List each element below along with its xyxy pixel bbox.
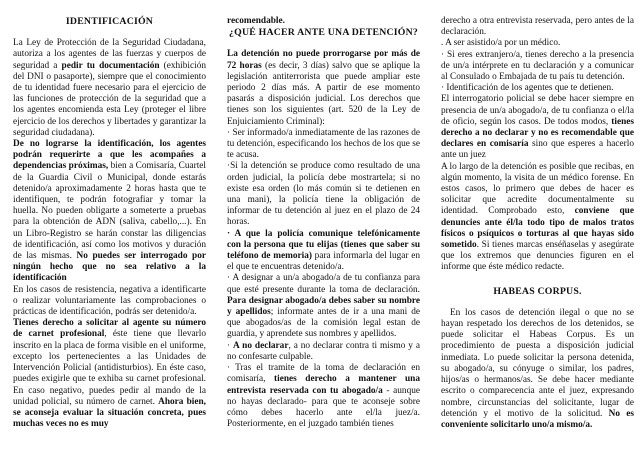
paragraph: · A no declarar, a no declarar contra ti mismo y a no confesarte culpable. bbox=[227, 340, 420, 362]
paragraph: recomendable. bbox=[227, 16, 285, 26]
paragraph: · Identificación de los agentes que te detienen. bbox=[441, 83, 614, 94]
paragraph: La detención no puede prorrogarse por más de 72 horas (es decir, 3 días) salvo que se aplique la legislación antiterrorista que puede ampliar este periodo 2 días más. A partir de ese momento pasarás a disposición judicial. Los derechos que tienes son los siguientes (art. 520 de la Ley de Enjuiciamiento Criminal): bbox=[227, 49, 420, 127]
section-heading: ¿QUÉ HACER ANTE UNA DETENCIÓN? bbox=[229, 27, 418, 39]
paragraph: En los casos de resistencia, negativa a identificarte o realizar voluntariamente las comprobaciones o prácticas de identificación, podrás ser detenido/a. bbox=[13, 284, 206, 318]
paragraph: A lo largo de la detención es posible que recibas, en algún momento, la visita de un médico forense. En estos casos, lo primero que debes de hacer es solicitar que acredite documentalmente su identidad. Comprobado esto, conviene que denuncies ante él/la todo tipo de malos tratos físicos o psíquicos o torturas al que hayas sido sometido. Si tienes marcas enséñaselas y asegúrate que los extremos que denuncies figuren en el informe que éste médico redacte. bbox=[441, 161, 634, 273]
paragraph: De no lograrse la identificación, los agentes podrán requerirte a que les acompañes a dependencias próximas, bien a Comisaría, Cuartel de la Guardia Civil o Municipal, donde estarás detenido/a aproximadamente 2 horas hasta que te identifiquen, te podrán fotografiar y tomar la huella. No pueden obligarte a someterte a pruebas para la obtención de ADN (saliva, cabello,...). En un Libro-Registro se harán constar las diligencias de identificación, así como los motivos y duración de las mismas. No puedes ser interrogado por ningún hecho que no sea relativo a la identificación bbox=[13, 139, 207, 284]
paragraph: · A designar a un/a abogado/a de tu confianza para que esté presente durante la toma de declaración. Para designar abogado/a debes saber su nombre y apellidos; informate antes de ir a una mani de que abogados/as de la comisión legal estan de guardia, y aprendete sus nombres y apellidos. bbox=[227, 273, 420, 340]
paragraph: derecho a otra entrevista reservada, pero antes de la declaración. bbox=[441, 16, 634, 38]
paragraph: · A que la policía comunique telefónicamente con la persona que tu elijas (tienes que saber su teléfono de memoria) para informarla del lugar en el que te encuentras detenido/a. bbox=[227, 228, 420, 273]
paragraph: El interrogatorio policial se debe hacer siempre en presencia de un/a abogado/a, de tu confianza o el/la de oficio, según los casos. De todos modos, tienes derecho a no declarar y no es recomendable que declares en comisaría sino que esperes a hacerlo ante un juez bbox=[441, 94, 634, 161]
column-3 bbox=[441, 16, 634, 438]
column-1 bbox=[13, 16, 206, 438]
paragraph: · Si eres extranjero/a, tienes derecho a la presencia de un/a intérprete en tu declaración y a comunicar al Consulado o Embajada de tu país tu detención. bbox=[441, 49, 634, 83]
paragraph: En los casos de detención ilegal o que no se hayan respetado los derechos de los detenidos, se puede solicitar el Habeas Corpus. Es un procedimiento de puesta a disposición judicial inmediata. Lo puede solicitar la persona detenida, su abogado/a, su cónyuge o similar, los padres, hijos/as o hermanos/as. Se debe hacer mediante escrito o comparecencia ante el juez, expresando nombre, circunstancias del solicitante, lugar de detención y el motivo de la solicitud. No es conveniente solicitarlo uno/a mismo/a. bbox=[441, 307, 634, 430]
paragraph: · Tras el tramite de la toma de declaración en comisaría, tienes derecho a mantener una entrevista reservada con tu abogado/a - aunque no hayas declarado- para que te aconseje sobre cómo debes hacerlo ante el/la juez/a. Posteriormente, en el juzgado también tienes bbox=[227, 363, 421, 430]
paragraph: ·Si la detención se produce como resultado de una orden judicial, la policía debe mostrartela; si no existe esa orden (lo más común si te detienen en una mani), la policía tiene la obligación de informar de tu detención al juez en el plazo de 24 horas. bbox=[227, 161, 420, 228]
section-heading: HABEAS CORPUS. bbox=[493, 285, 582, 297]
column-2 bbox=[227, 16, 420, 438]
paragraph: . A ser asistido/a por un médico. bbox=[441, 38, 561, 49]
paragraph: · Ser informado/a inmediatamente de las razones de tu detención, especificando los hechos de los que se te acusa. bbox=[227, 127, 420, 161]
section-heading: IDENTIFICACIÓN bbox=[65, 16, 154, 27]
paragraph: Tienes derecho a solicitar al agente su número de carnet profesional, éste tiene que llevarlo inscrito en la placa de forma visible en el uniforme, excepto los pertenecientes a las Unidades de Intervención Policial (antidisturbios). En éste caso, puedes exigirle que te exhiba su carnet profesional. En caso negativo, puedes pedir al mando de la unidad policial, su número de carnet. Ahora bien, se aconseja evaluar la situación concreta, pues muchas veces no es muy bbox=[13, 318, 206, 430]
paragraph: La Ley de Protección de la Seguridad Ciudadana, autoriza a los agentes de las fuerzas y cuerpos de seguridad a pedir tu documentación (exhibición del DNI o pasaporte), siempre que el conocimiento de tu identidad fuere necesario para el ejercicio de las funciones de protección de la seguridad que a los agentes encomienda esta Ley (proteger el libre ejercicio de los derechos y libertades y garantizar la seguridad ciudadana). bbox=[13, 38, 207, 138]
